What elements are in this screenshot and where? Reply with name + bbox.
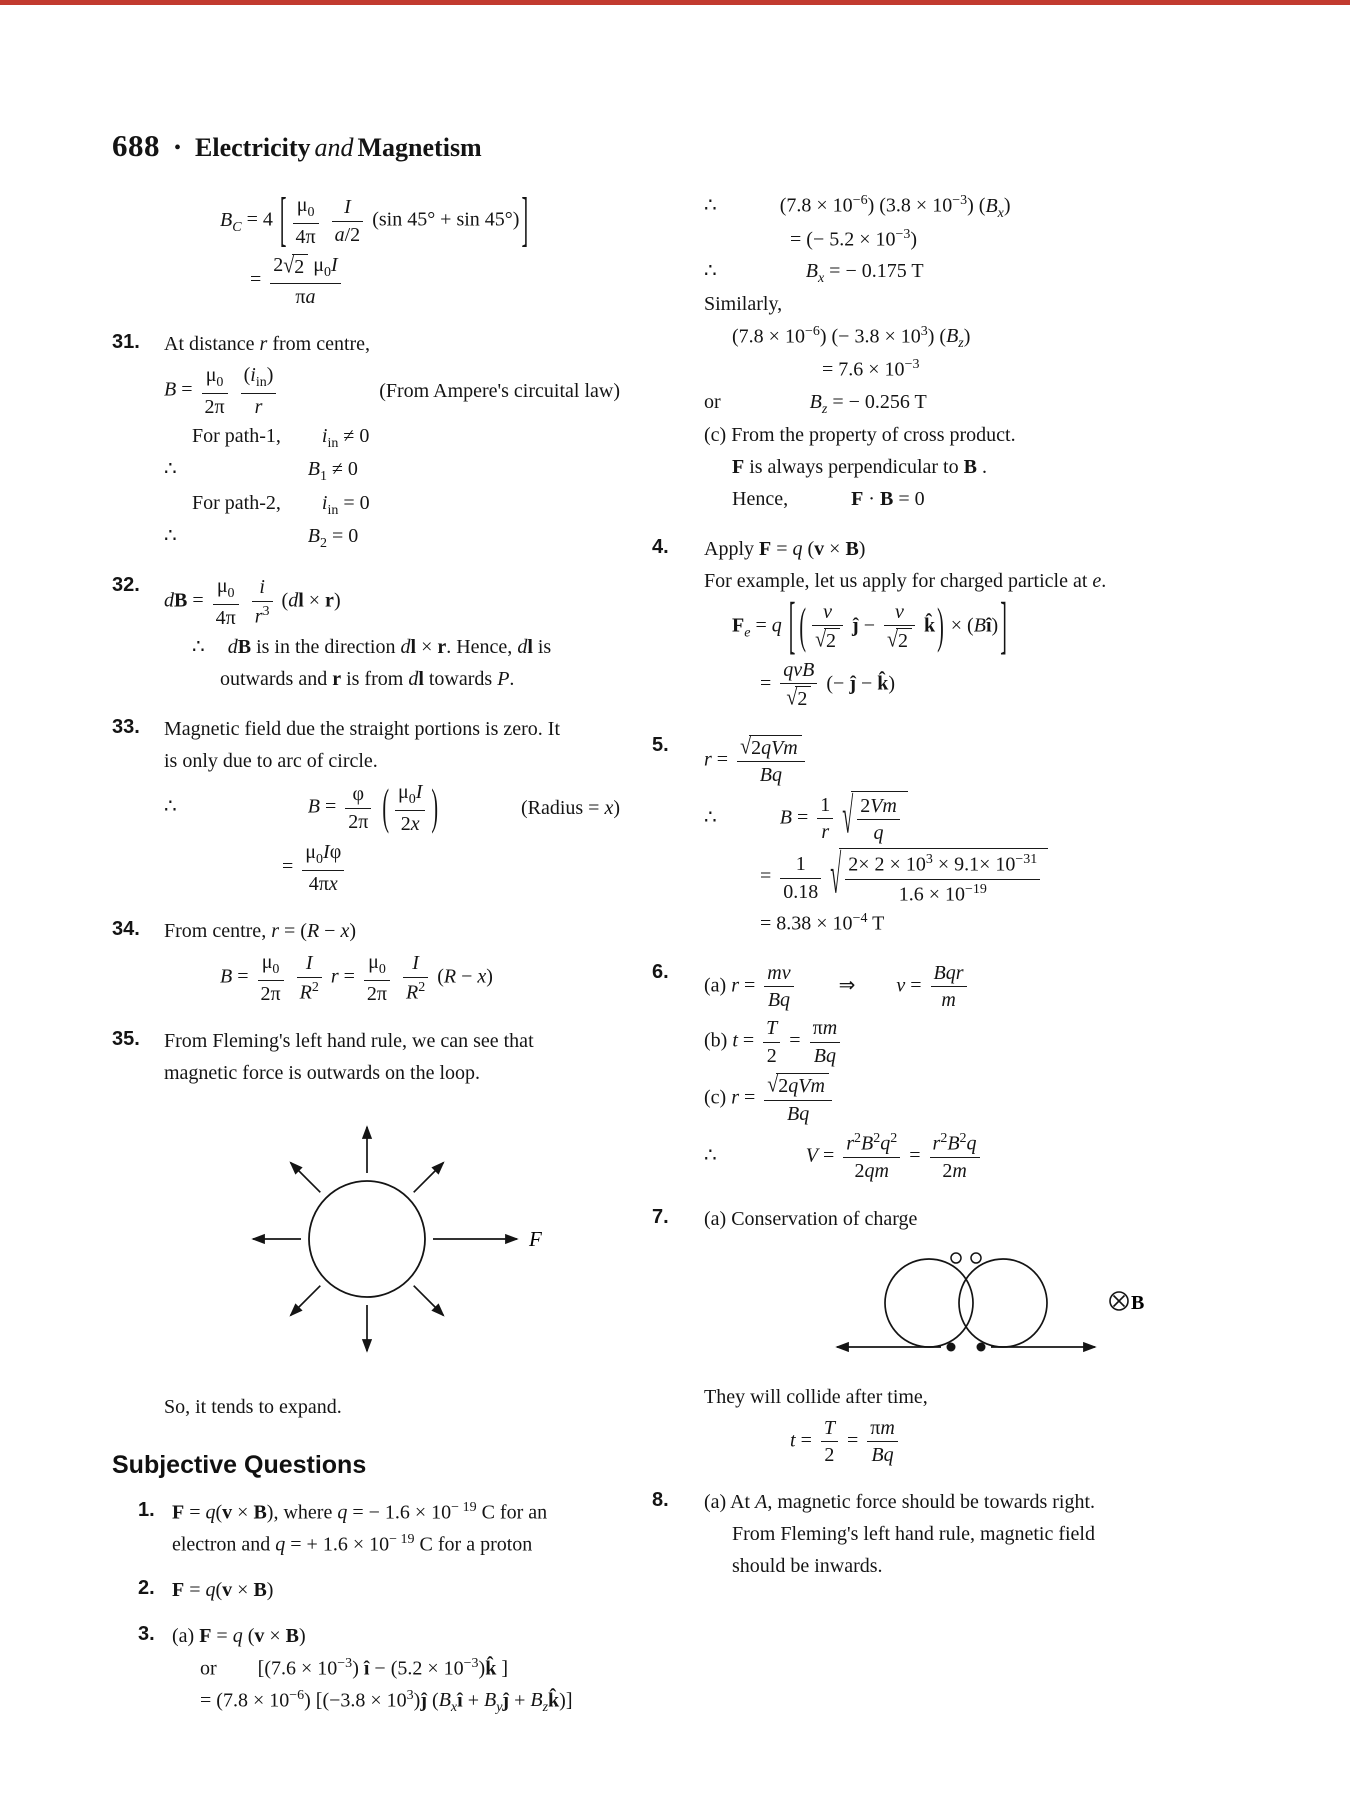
solution-block xyxy=(138,1620,624,1719)
math-line xyxy=(704,657,1242,713)
page-number: 688 xyxy=(112,128,160,163)
colliding-particles-diagram xyxy=(704,1243,1242,1375)
force-label: F xyxy=(529,1227,542,1252)
line-content: ∴ B = $\frac{\varphi}{2\pi}$ ( $\frac{\mu_0I}{2x}$ ) xyxy=(164,780,439,836)
text-line xyxy=(164,1393,624,1423)
math-line xyxy=(704,388,1242,419)
math-line xyxy=(164,522,624,553)
math-line xyxy=(704,791,1242,847)
field-label: B xyxy=(1131,1291,1145,1314)
line-content: F is always perpendicular to B . xyxy=(732,455,987,478)
left-solution-blocks xyxy=(112,190,624,1425)
line-content: = $\frac{\mu_0I\varphi}{4\pi x}$ xyxy=(282,839,348,897)
text-line xyxy=(172,1530,624,1560)
line-content: = 2 √ 2 $\mu_0I$ πa xyxy=(250,252,345,310)
line-content: $F_e = q$ [ ( v √ 2 ĵ − v √ 2 k̂ ) × (Bî) ] xyxy=(732,591,1007,662)
item-number: 6. xyxy=(652,960,669,983)
math-line xyxy=(164,839,624,897)
line-content: For path-2, $i_{in} = 0$ xyxy=(192,491,370,518)
magnetic-field-into-page-icon xyxy=(1110,1292,1144,1314)
margin-note: (Radius = x) xyxy=(520,797,620,820)
line-content: ∴ $B_1 \ne 0$ xyxy=(164,458,358,485)
line-content: should be inwards. xyxy=(732,1555,883,1578)
math-line xyxy=(704,225,1242,255)
solution-body xyxy=(704,1203,1242,1471)
text-line xyxy=(704,421,1242,451)
line-content: or [$(7.6 \times 10^{-3})$ î − $(5.2 \times 10^{-3})k̂$ ] xyxy=(200,1655,509,1680)
text-line xyxy=(164,747,624,777)
solution-block xyxy=(112,713,624,899)
solution-body xyxy=(164,190,624,312)
solution-body xyxy=(704,1486,1242,1584)
solution-body xyxy=(704,533,1242,715)
chapter-title-part2: and xyxy=(314,133,354,162)
solution-body xyxy=(172,1496,624,1562)
solution-block xyxy=(652,958,1242,1187)
math-line xyxy=(164,188,624,255)
solution-body xyxy=(704,958,1242,1187)
math-line xyxy=(704,1015,1242,1069)
line-content: ∴ $B_x$ = − 0.175 T xyxy=(704,260,924,287)
left-column xyxy=(112,190,624,1731)
item-number: 34. xyxy=(112,918,140,941)
line-content: They will collide after time, xyxy=(704,1385,928,1408)
solution-block xyxy=(112,571,624,697)
line-content: t = $\frac{T}{2}$ = $\frac{\pi m}{Bq}$ xyxy=(790,1415,902,1469)
text-line xyxy=(704,567,1242,597)
line-content: (a) Conservation of charge xyxy=(704,1207,918,1230)
subjective-questions-heading: Subjective Questions xyxy=(112,1451,367,1480)
line-content: = $(7.8 \times 10^{-6})$ [$(-3.8 \times 10^3)ĵ$ ($B_xî$ + $B_yĵ$ + $B_zk̂$)] xyxy=(200,1687,573,1716)
text-line xyxy=(164,917,624,947)
solution-block xyxy=(652,533,1242,715)
line-content: ∴ $(7.8 \times 10^{-6})$ $(3.8 \times 10^{-3})$ $(B_x)$ xyxy=(704,193,1011,221)
line-content: $B_C = 4$ [ $\frac{\mu_0}{4\pi}$ $\frac{I}{a/2}$ (sin 45° + sin 45°) ] xyxy=(220,188,529,255)
solution-body xyxy=(164,1025,624,1425)
solution-block xyxy=(652,731,1242,942)
line-content: ∴ dB is in the direction dl × r. Hence, dl is xyxy=(192,636,552,658)
solution-body xyxy=(164,571,624,697)
math-line xyxy=(704,848,1242,907)
line-content: For example, let us apply for charged particle at e. xyxy=(704,569,1107,592)
solution-block xyxy=(652,1486,1242,1584)
bullet-separator: • xyxy=(174,137,182,159)
item-number: 4. xyxy=(652,535,669,558)
line-content: F = q(v × B) xyxy=(172,1579,274,1602)
line-content: (c) From the property of cross product. xyxy=(704,423,1016,446)
line-content: magnetic force is outwards on the loop. xyxy=(164,1062,481,1085)
math-line xyxy=(704,356,1242,386)
line-content: = $7.6 \times 10^{-3}$ xyxy=(822,356,920,381)
text-line xyxy=(704,290,1242,320)
line-content: electron and q = + $1.6 \times 10^{- 19}$ C for a proton xyxy=(172,1531,533,1556)
item-number: 5. xyxy=(652,733,669,756)
math-line xyxy=(172,1654,624,1684)
line-content: For path-1, $i_{in} \ne 0$ xyxy=(192,425,370,452)
math-line xyxy=(704,257,1242,288)
item-number xyxy=(652,190,704,517)
solution-block xyxy=(138,1574,624,1608)
line-content: (c) r = √ 2qVm Bq xyxy=(704,1071,836,1127)
math-line xyxy=(164,362,624,420)
text-line xyxy=(704,535,1242,565)
item-number: 2. xyxy=(138,1577,155,1600)
solution-block xyxy=(652,1203,1242,1471)
math-line xyxy=(704,1129,1242,1184)
math-line xyxy=(704,733,1242,789)
line-content: Magnetic field due the straight portions is zero. It xyxy=(164,718,561,740)
math-line xyxy=(704,453,1242,483)
text-line xyxy=(172,1498,624,1528)
line-content: ∴ $B_2 = 0$ xyxy=(164,524,359,551)
line-content: F = q(v × B), where q = − $1.6 \times 10^{- 19}$ C for an xyxy=(172,1499,548,1524)
solution-block xyxy=(112,190,624,312)
math-line xyxy=(704,960,1242,1014)
solution-block xyxy=(112,915,624,1009)
line-content: = (− $5.2 \times 10^{-3}$) xyxy=(790,226,918,251)
math-line xyxy=(164,455,624,486)
page-header xyxy=(0,0,1350,164)
math-line xyxy=(164,633,624,663)
math-line xyxy=(704,591,1242,662)
line-content: Apply F = q (v × B) xyxy=(704,537,866,560)
solution-body xyxy=(164,713,624,899)
line-content: = qvB √ 2 (− ĵ − k̂) xyxy=(760,658,896,711)
line-content: (a) r = $\frac{mv}{Bq}$ ⇒ v = Bqr m xyxy=(704,960,971,1014)
two-column-layout xyxy=(0,164,1350,1731)
line-content: At distance r from centre, xyxy=(164,333,371,356)
math-line xyxy=(164,489,624,520)
line-content: From Fleming's left hand rule, we can see that xyxy=(164,1030,534,1053)
text-line xyxy=(164,1027,624,1057)
line-content: From Fleming's left hand rule, magnetic field xyxy=(732,1523,1095,1546)
line-content: dB = $\frac{\mu_0}{4\pi}$ $\frac{i}{r^3}$ (dl × r) xyxy=(164,574,341,629)
chapter-title-part1: Electricity xyxy=(195,133,311,162)
line-content: (b) t = $\frac{T}{2}$ = $\frac{\pi m}{Bq}$ xyxy=(704,1015,844,1069)
line-content: B = $\frac{\mu_0}{2\pi}$ $\frac{I}{R^2}$ r = $\frac{\mu_0}{2\pi}$ $\frac{I}{R^2}$ (R − x) xyxy=(220,951,493,1005)
math-line xyxy=(172,1686,624,1717)
line-content: $(7.8 \times 10^{-6})$ (− $3.8 \times 10^3$) $(B_z)$ xyxy=(732,323,971,352)
line-content: ∴ B = $\frac{1}{r}$ √ $\frac{2Vm}{q}$ xyxy=(704,791,908,847)
solution-block xyxy=(138,1496,624,1562)
math-line xyxy=(164,665,624,695)
line-content: outwards and r is from dl towards P. xyxy=(220,668,515,690)
chapter-title-part3: Magnetism xyxy=(357,133,482,162)
line-content: ∴ V = $\frac{r^2B^2q^2}{2qm}$ = $\frac{r^2B^2q}{2m}$ xyxy=(704,1129,984,1184)
line-content: = $8.38 \times 10^{-4}$ T xyxy=(760,910,885,935)
math-line xyxy=(704,1552,1242,1582)
solution-block xyxy=(652,190,1242,517)
line-content: (a) At A, magnetic force should be towards right. xyxy=(704,1491,1095,1514)
text-line xyxy=(704,1383,1242,1413)
line-content: = $\frac{1}{0.18}$ √ $\frac{2\times 2 \times 10^3 \times 9.1\times 10^{-31}}{1.6 \times 10^{-19}}$ xyxy=(760,848,1048,907)
math-line xyxy=(164,949,624,1007)
solution-body xyxy=(172,1574,624,1608)
item-number: 33. xyxy=(112,716,140,738)
expanding-loop-diagram xyxy=(164,1097,624,1385)
math-line xyxy=(704,1520,1242,1550)
item-number: 7. xyxy=(652,1205,669,1228)
math-line xyxy=(164,252,624,310)
line-content: Similarly, xyxy=(704,293,783,316)
math-line xyxy=(704,192,1242,223)
text-line xyxy=(704,1488,1242,1518)
solution-block xyxy=(112,1025,624,1425)
item-number: 1. xyxy=(138,1499,155,1522)
item-number: 3. xyxy=(138,1623,155,1646)
item-number: 8. xyxy=(652,1489,669,1512)
text-line xyxy=(164,330,624,360)
line-content: (a) F = q (v × B) xyxy=(172,1625,306,1648)
text-line xyxy=(704,1205,1242,1235)
text-line xyxy=(164,1059,624,1089)
line-content: is only due to arc of circle. xyxy=(164,750,378,772)
math-line xyxy=(704,910,1242,940)
solution-block xyxy=(112,328,624,555)
text-line xyxy=(172,1622,624,1652)
solution-body xyxy=(164,915,624,1009)
line-content: Hence, F · B = 0 xyxy=(732,487,925,510)
line-content: or $B_z$ = − 0.256 T xyxy=(704,390,927,417)
math-line xyxy=(164,779,624,837)
solution-body xyxy=(704,190,1242,517)
text-line xyxy=(164,715,624,745)
solution-body xyxy=(172,1620,624,1719)
right-column xyxy=(652,190,1242,1731)
math-line xyxy=(704,485,1242,515)
math-line xyxy=(704,1071,1242,1127)
item-number: 31. xyxy=(112,331,140,354)
solution-body xyxy=(164,328,624,555)
page-top-edge xyxy=(0,0,1350,5)
item-number: 32. xyxy=(112,573,140,596)
line-content: So, it tends to expand. xyxy=(164,1396,342,1419)
line-content: r = √ 2qVm Bq xyxy=(704,733,809,789)
item-number: 35. xyxy=(112,1028,140,1051)
subjective-question-blocks xyxy=(138,1496,624,1719)
line-content: From centre, r = (R − x) xyxy=(164,920,356,943)
math-line xyxy=(164,573,624,631)
math-line xyxy=(164,422,624,453)
solution-body xyxy=(704,731,1242,942)
margin-note: (From Ampere's circuital law) xyxy=(379,380,620,403)
item-number xyxy=(112,190,164,312)
right-solution-blocks xyxy=(652,190,1242,1584)
chapter-title xyxy=(195,133,482,163)
text-line xyxy=(172,1576,624,1606)
math-line xyxy=(704,1415,1242,1469)
line-content: B = $\frac{\mu_0}{2\pi}$ $(i_{in})$ r xyxy=(164,362,280,420)
math-line xyxy=(704,322,1242,353)
